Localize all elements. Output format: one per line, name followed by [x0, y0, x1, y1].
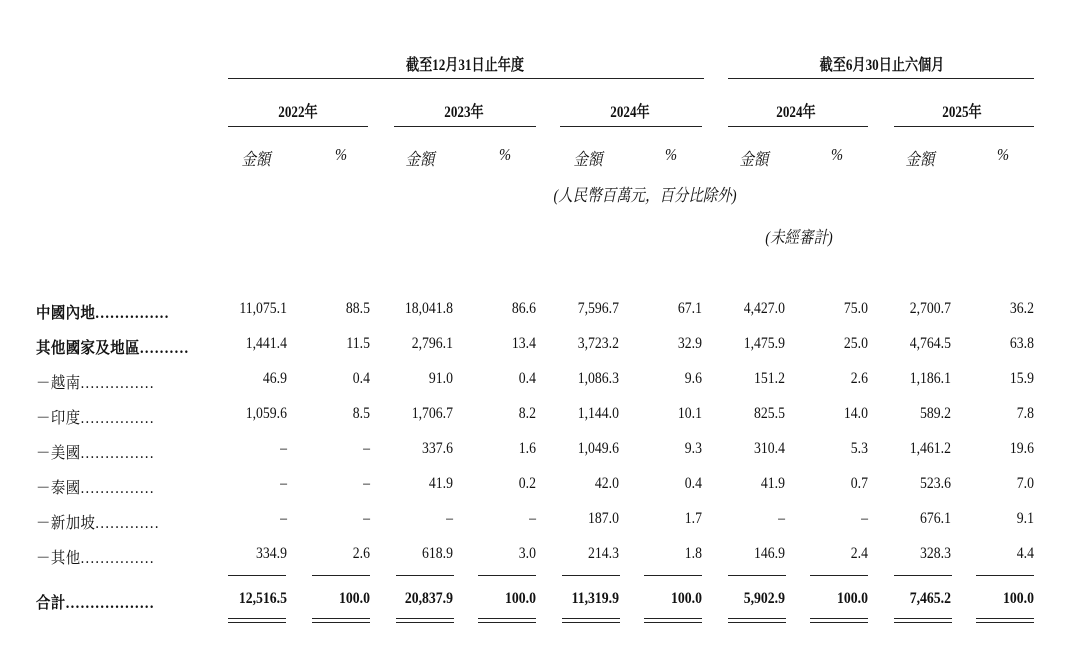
percent-cell: 13.4 [511, 335, 536, 352]
percent-cell: 8.5 [352, 405, 370, 422]
row-label-text: 中國內地 [36, 305, 96, 322]
unit-note: (人民幣百萬元，百分比除外) [553, 186, 737, 205]
percent-cell: 25.0 [843, 335, 868, 352]
amount-cell: 328.3 [920, 545, 951, 562]
row-leader-dots: ............. [95, 515, 160, 532]
percent-cell: 15.9 [1009, 370, 1034, 387]
row-label-text: －美國 [36, 445, 81, 462]
amount-cell: 1,049.6 [577, 440, 619, 457]
pct-label: % [830, 145, 844, 164]
percent-cell: 9.1 [1016, 510, 1034, 527]
total-double-rule [396, 618, 454, 623]
percent-cell: 36.2 [1009, 300, 1034, 317]
row-leader-dots: ............... [80, 550, 155, 567]
percent-cell: 1.6 [518, 440, 536, 457]
percent-cell: 0.4 [518, 370, 536, 387]
row-leader-dots: ............... [95, 305, 170, 322]
pct-label: % [664, 145, 678, 164]
amount-cell: 187.0 [588, 510, 619, 527]
row-leader-dots: ............... [80, 410, 155, 427]
subtotal-rule [976, 575, 1034, 576]
year-rule-2024 [560, 126, 702, 127]
row-label [36, 475, 155, 498]
amount-label: 金額 [739, 150, 769, 169]
amount-cell: 3,723.2 [577, 335, 619, 352]
row-label-text: －印度 [36, 410, 81, 427]
percent-cell: 10.1 [677, 405, 702, 422]
row-label-text: －泰國 [36, 480, 81, 497]
period-annual-rule [228, 78, 704, 79]
amount-cell: 91.0 [428, 370, 453, 387]
subtotal-rule [396, 575, 454, 576]
amount-cell: 618.9 [422, 545, 453, 562]
row-leader-dots: ............... [80, 480, 155, 497]
subtotal-rule [228, 575, 286, 576]
subtotal-rule [894, 575, 952, 576]
period-annual-header: 截至12月31日止年度 [405, 57, 525, 74]
percent-cell: 88.5 [345, 300, 370, 317]
amount-cell: 1,706.7 [411, 405, 453, 422]
row-leader-dots: ............... [80, 445, 155, 462]
row-label [36, 335, 189, 358]
percent-cell: 100.0 [1003, 590, 1034, 607]
percent-cell: 4.4 [1016, 545, 1034, 562]
percent-cell: 1.8 [684, 545, 702, 562]
percent-cell: 7.0 [1016, 475, 1034, 492]
subtotal-rule [644, 575, 702, 576]
row-label [36, 370, 155, 393]
amount-cell: 1,059.6 [245, 405, 287, 422]
amount-cell: 7,465.2 [909, 590, 951, 607]
row-leader-dots: .................. [65, 595, 155, 612]
percent-cell: 100.0 [837, 590, 868, 607]
percent-cell: 0.4 [352, 370, 370, 387]
amount-cell: 42.0 [594, 475, 619, 492]
year-rule-2025 [894, 126, 1034, 127]
amount-label: 金額 [573, 150, 603, 169]
amount-cell: 523.6 [920, 475, 951, 492]
subtotal-rule [478, 575, 536, 576]
amount-cell: – [778, 510, 785, 527]
amount-cell: 5,902.9 [743, 590, 785, 607]
percent-cell: 0.4 [684, 475, 702, 492]
year-rule-2024-six [728, 126, 868, 127]
row-label-text: －越南 [36, 375, 81, 392]
year-header-2024-six: 2024年 [776, 104, 816, 121]
amount-cell: 1,461.2 [909, 440, 951, 457]
percent-cell: 5.3 [850, 440, 868, 457]
unaudited-note: (未經審計) [765, 228, 833, 247]
percent-cell: 3.0 [518, 545, 536, 562]
amount-cell: 676.1 [920, 510, 951, 527]
amount-cell: 18,041.8 [404, 300, 453, 317]
percent-cell: 9.3 [684, 440, 702, 457]
year-rule-2022 [228, 126, 368, 127]
total-double-rule [894, 618, 952, 623]
amount-cell: 4,427.0 [743, 300, 785, 317]
row-label-text: 合計 [36, 595, 66, 612]
amount-cell: 310.4 [754, 440, 785, 457]
row-label-text: 其他國家及地區 [36, 340, 140, 357]
percent-cell: 67.1 [677, 300, 702, 317]
amount-cell: 1,475.9 [743, 335, 785, 352]
amount-cell: – [280, 440, 287, 457]
percent-cell: 7.8 [1016, 405, 1034, 422]
amount-cell: 46.9 [262, 370, 287, 387]
year-header-2024: 2024年 [610, 104, 650, 121]
amount-cell: 1,441.4 [245, 335, 287, 352]
row-leader-dots: ............... [80, 375, 155, 392]
amount-cell: 1,144.0 [577, 405, 619, 422]
row-label-text: －新加坡 [36, 515, 96, 532]
percent-cell: – [363, 510, 370, 527]
subtotal-rule [562, 575, 620, 576]
year-rule-2023 [394, 126, 536, 127]
percent-cell: 100.0 [505, 590, 536, 607]
percent-cell: 2.6 [850, 370, 868, 387]
total-double-rule [562, 618, 620, 623]
pct-label: % [498, 145, 512, 164]
amount-cell: 4,764.5 [909, 335, 951, 352]
total-double-rule [728, 618, 786, 623]
amount-label: 金額 [905, 150, 935, 169]
amount-cell: – [446, 510, 453, 527]
percent-cell: 0.2 [518, 475, 536, 492]
amount-cell: 337.6 [422, 440, 453, 457]
percent-cell: 8.2 [518, 405, 536, 422]
amount-cell: 146.9 [754, 545, 785, 562]
amount-cell: 1,186.1 [909, 370, 951, 387]
percent-cell: 1.7 [684, 510, 702, 527]
amount-cell: 41.9 [428, 475, 453, 492]
amount-cell: 2,700.7 [909, 300, 951, 317]
percent-cell: – [363, 440, 370, 457]
row-leader-dots: .......... [139, 340, 190, 357]
percent-cell: 0.7 [850, 475, 868, 492]
row-label-text: －其他 [36, 550, 81, 567]
amount-cell: 334.9 [256, 545, 287, 562]
total-double-rule [228, 618, 286, 623]
period-six-months-rule [728, 78, 1034, 79]
percent-cell: 2.6 [352, 545, 370, 562]
amount-cell: 41.9 [760, 475, 785, 492]
percent-cell: 9.6 [684, 370, 702, 387]
total-double-rule [644, 618, 702, 623]
subtotal-rule [312, 575, 370, 576]
total-row-label [36, 590, 155, 613]
total-double-rule [312, 618, 370, 623]
percent-cell: 32.9 [677, 335, 702, 352]
percent-cell: 100.0 [671, 590, 702, 607]
amount-cell: 11,075.1 [239, 300, 287, 317]
percent-cell: 19.6 [1009, 440, 1034, 457]
percent-cell: – [861, 510, 868, 527]
amount-cell: – [280, 510, 287, 527]
year-header-2022: 2022年 [278, 104, 318, 121]
amount-cell: 20,837.9 [404, 590, 453, 607]
pct-label: % [996, 145, 1010, 164]
amount-label: 金額 [241, 150, 271, 169]
subtotal-rule [728, 575, 786, 576]
year-header-2025: 2025年 [942, 104, 982, 121]
amount-cell: – [280, 475, 287, 492]
row-label [36, 440, 155, 463]
percent-cell: – [363, 475, 370, 492]
year-header-2023: 2023年 [444, 104, 484, 121]
percent-cell: 63.8 [1009, 335, 1034, 352]
amount-cell: 151.2 [754, 370, 785, 387]
period-six-months-header: 截至6月30日止六個月 [819, 57, 945, 74]
row-label [36, 545, 155, 568]
percent-cell: 11.5 [346, 335, 370, 352]
amount-cell: 825.5 [754, 405, 785, 422]
row-label [36, 300, 170, 323]
percent-cell: 2.4 [850, 545, 868, 562]
subtotal-rule [810, 575, 868, 576]
pct-label: % [334, 145, 348, 164]
percent-cell: 75.0 [843, 300, 868, 317]
percent-cell: 86.6 [511, 300, 536, 317]
percent-cell: 14.0 [843, 405, 868, 422]
percent-cell: – [529, 510, 536, 527]
amount-cell: 214.3 [588, 545, 619, 562]
row-label [36, 510, 160, 533]
amount-cell: 1,086.3 [577, 370, 619, 387]
amount-cell: 2,796.1 [411, 335, 453, 352]
amount-cell: 589.2 [920, 405, 951, 422]
total-double-rule [976, 618, 1034, 623]
total-double-rule [478, 618, 536, 623]
amount-label: 金額 [405, 150, 435, 169]
amount-cell: 11,319.9 [571, 590, 619, 607]
total-double-rule [810, 618, 868, 623]
percent-cell: 100.0 [339, 590, 370, 607]
amount-cell: 7,596.7 [577, 300, 619, 317]
amount-cell: 12,516.5 [238, 590, 287, 607]
row-label [36, 405, 155, 428]
